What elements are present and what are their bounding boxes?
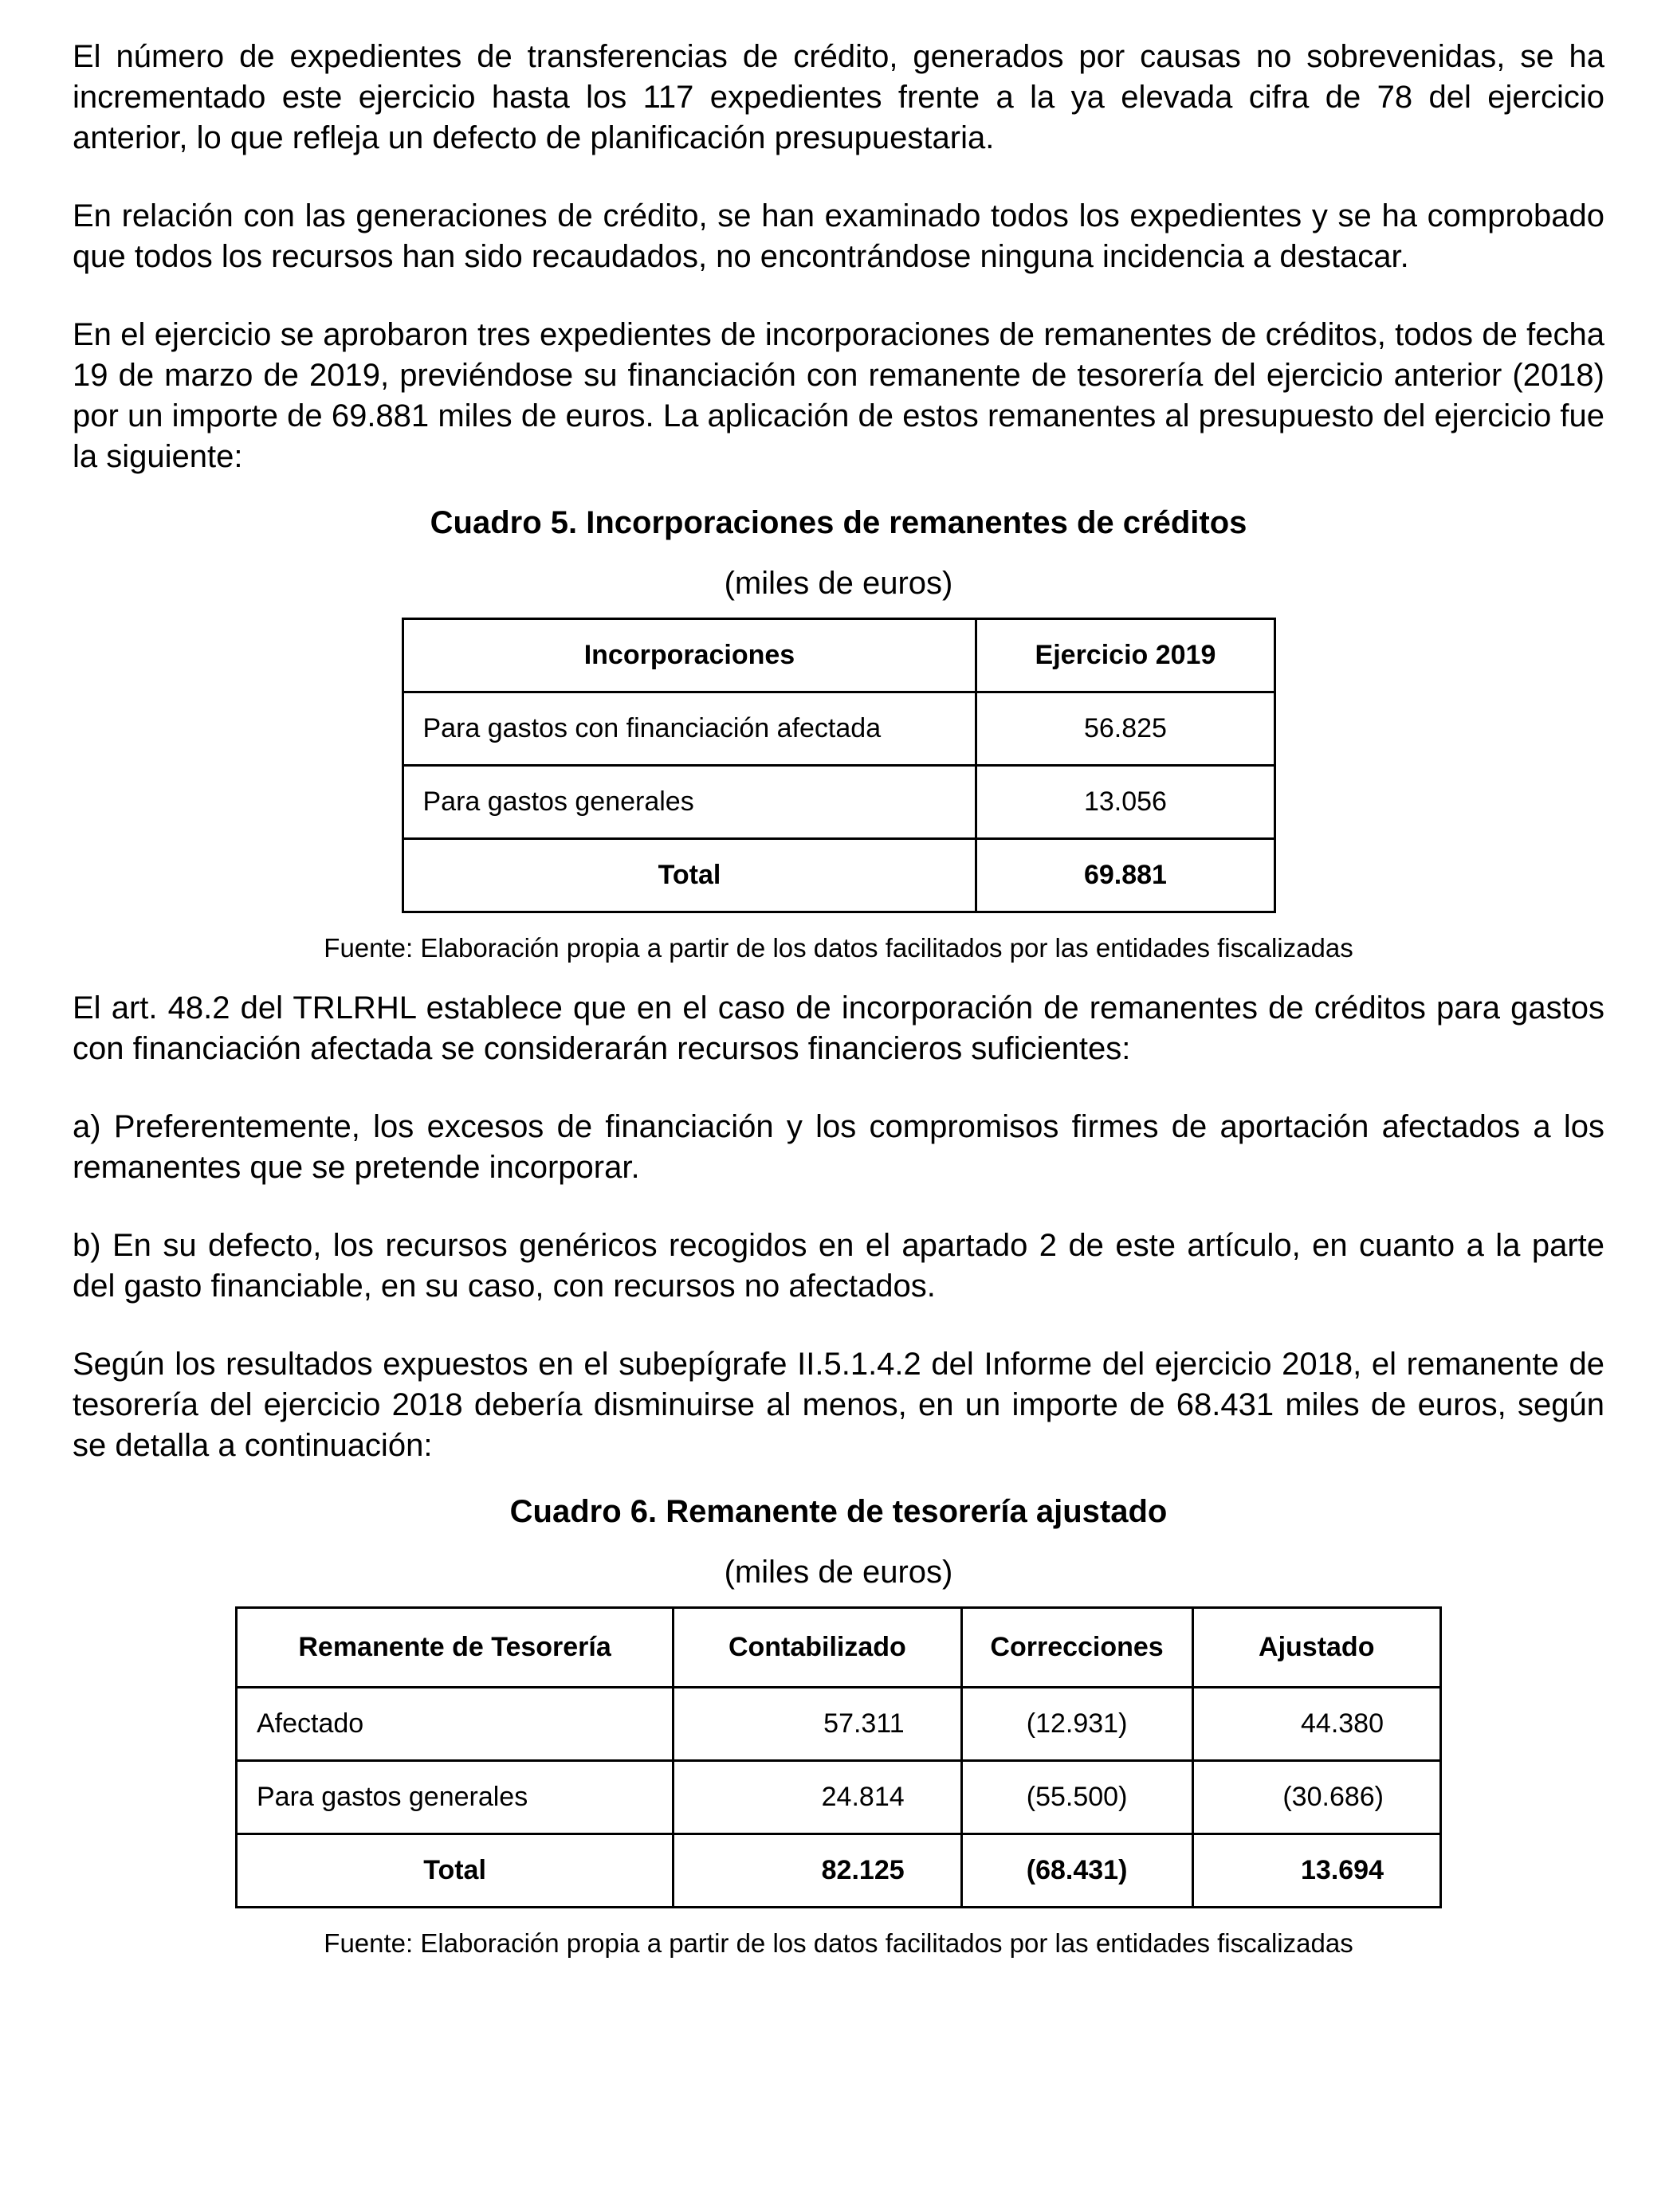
table-cell: Total bbox=[237, 1834, 674, 1908]
table-row bbox=[237, 1761, 1441, 1834]
table-cell: 44.380 bbox=[1192, 1688, 1441, 1761]
table-cell: Para gastos con financiación afectada bbox=[403, 692, 976, 766]
table-cell: (55.500) bbox=[961, 1761, 1192, 1834]
cuadro5-table bbox=[402, 618, 1276, 913]
cuadro5-source: Fuente: Elaboración propia a partir de los datos facilitados por las entidades fiscalizadas bbox=[324, 933, 1353, 963]
cuadro6-title: Cuadro 6. Remanente de tesorería ajustado bbox=[509, 1494, 1168, 1529]
column-header: Incorporaciones bbox=[403, 619, 976, 692]
paragraph-generaciones: En relación con las generaciones de crédito, se han examinado todos los expedientes y se ha comprobado que todos los recursos han sido recaudados, no encontrándose ninguna incidencia a destacar. bbox=[73, 198, 1604, 274]
cuadro5-title: Cuadro 5. Incorporaciones de remanentes de créditos bbox=[430, 505, 1247, 540]
table-cell: 57.311 bbox=[674, 1688, 961, 1761]
cuadro6-units: (miles de euros) bbox=[724, 1555, 953, 1590]
table-cell: Total bbox=[403, 839, 976, 912]
table-header-row bbox=[237, 1608, 1441, 1688]
document-page bbox=[73, 37, 1604, 1959]
table-cell: Para gastos generales bbox=[403, 766, 976, 839]
cuadro5-units: (miles de euros) bbox=[724, 566, 953, 601]
paragraph-art-48-2: El art. 48.2 del TRLRHL establece que en el caso de incorporación de remanentes de créditos para gastos con financiación afectada se considerarán recursos financieros suficientes: bbox=[73, 990, 1604, 1066]
paragraph-option-b: b) En su defecto, los recursos genéricos recogidos en el apartado 2 de este artículo, en cuanto a la parte del gasto financiable, en su caso, con recursos no afectados. bbox=[73, 1228, 1604, 1304]
table-cell: 13.056 bbox=[976, 766, 1274, 839]
table-cell: 69.881 bbox=[976, 839, 1274, 912]
table-row bbox=[237, 1688, 1441, 1761]
table-row bbox=[403, 692, 1274, 766]
table-cell: Para gastos generales bbox=[237, 1761, 674, 1834]
paragraph-transferencias: El número de expedientes de transferencias de crédito, generados por causas no sobrevenidas, se ha incrementado este ejercicio hasta los 117 expedientes frente a la ya elevada cifra de 78 del ejercicio anterior, lo que refleja un defecto de planificación presupuestaria. bbox=[73, 39, 1604, 155]
cuadro6-source: Fuente: Elaboración propia a partir de los datos facilitados por las entidades fiscalizadas bbox=[324, 1928, 1353, 1958]
table-cell: 13.694 bbox=[1192, 1834, 1441, 1908]
paragraph-incorporaciones: En el ejercicio se aprobaron tres expedientes de incorporaciones de remanentes de créditos, todos de fecha 19 de marzo de 2019, previéndose su financiación con remanente de tesorería del ejercicio anterior (2018) por un importe de 69.881 miles de euros. La aplicación de estos remanentes al presupuesto del ejercicio fue la siguiente: bbox=[73, 317, 1604, 474]
table-cell: 24.814 bbox=[674, 1761, 961, 1834]
table-cell: (30.686) bbox=[1192, 1761, 1441, 1834]
column-header: Correcciones bbox=[961, 1608, 1192, 1688]
table-cell: Afectado bbox=[237, 1688, 674, 1761]
paragraph-option-a: a) Preferentemente, los excesos de financiación y los compromisos firmes de aportación afectados a los remanentes que se pretende incorporar. bbox=[73, 1109, 1604, 1185]
table-row bbox=[403, 766, 1274, 839]
column-header: Contabilizado bbox=[674, 1608, 961, 1688]
table-header-row bbox=[403, 619, 1274, 692]
column-header: Ejercicio 2019 bbox=[976, 619, 1274, 692]
table-cell: 82.125 bbox=[674, 1834, 961, 1908]
cuadro6-table bbox=[235, 1606, 1442, 1908]
table-cell: 56.825 bbox=[976, 692, 1274, 766]
column-header: Ajustado bbox=[1192, 1608, 1441, 1688]
table-cell: (68.431) bbox=[961, 1834, 1192, 1908]
table-total-row bbox=[237, 1834, 1441, 1908]
paragraph-resultados: Según los resultados expuestos en el subepígrafe II.5.1.4.2 del Informe del ejercicio 2018, el remanente de tesorería del ejercicio 2018 debería disminuirse al menos, en un importe de 68.431 miles de euros, según se detalla a continuación: bbox=[73, 1347, 1604, 1463]
table-total-row bbox=[403, 839, 1274, 912]
column-header: Remanente de Tesorería bbox=[237, 1608, 674, 1688]
table-cell: (12.931) bbox=[961, 1688, 1192, 1761]
